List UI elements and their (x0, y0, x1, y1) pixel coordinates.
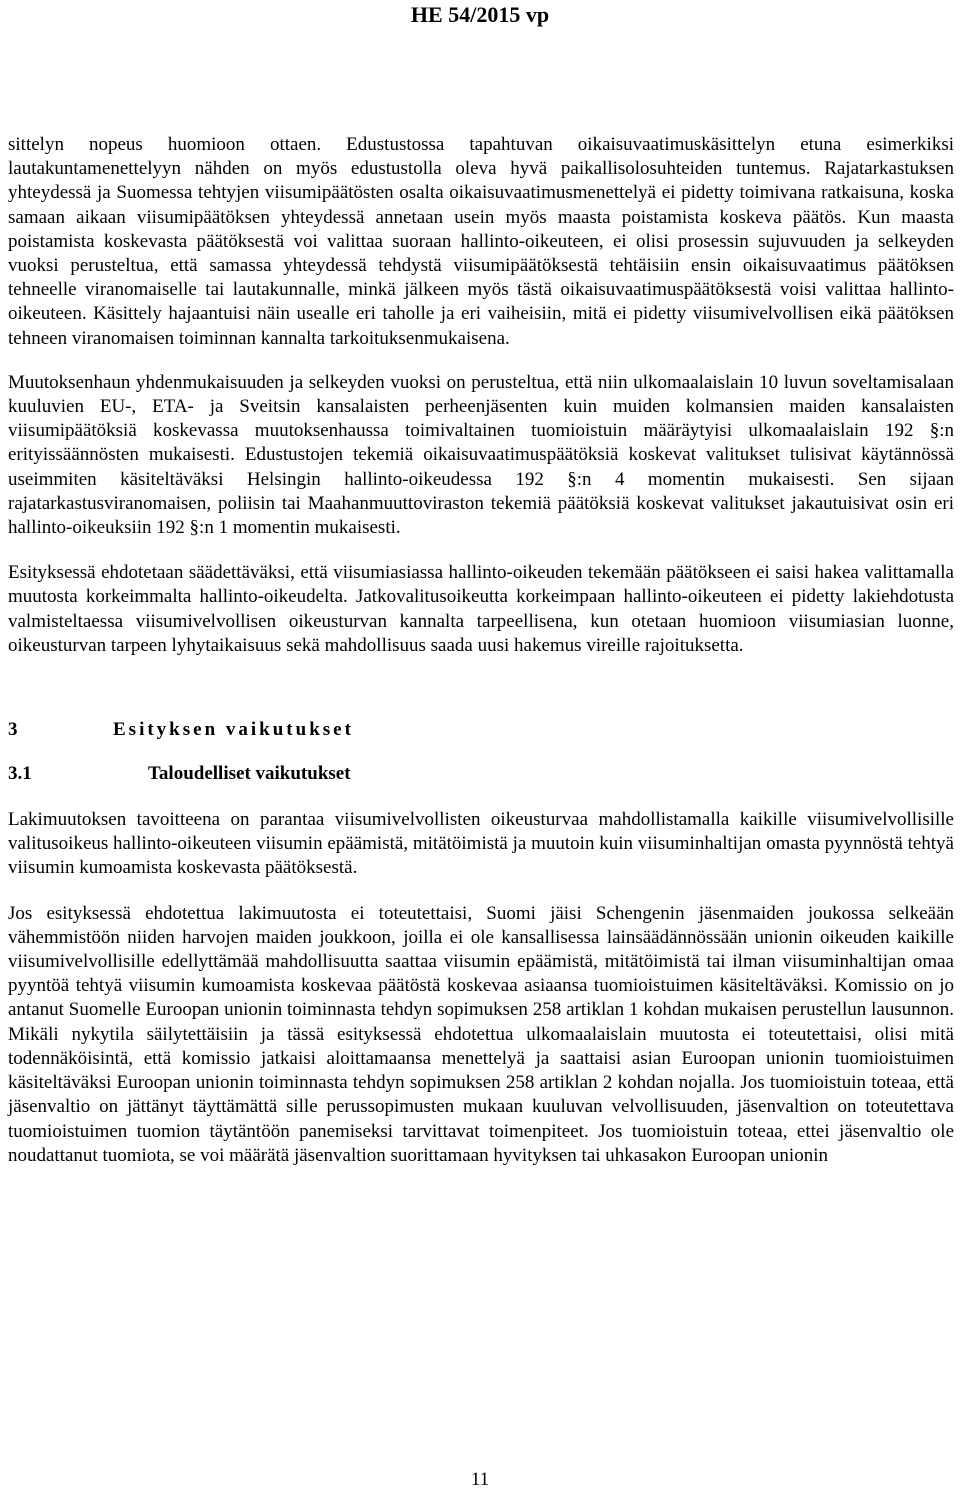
paragraph-3: Esityksessä ehdotetaan säädettäväksi, että viisumiasiassa hallinto-oikeuden tekemään päätökseen ei saisi hakea valittamalla muutosta korkeimmalta hallinto-oikeudelta. Jatkovalitusoikeutta korkeimpaan hallinto-oikeuteen ei pidetty lakiehdotusta valmisteltaessa viisumivelvollisen oikeusturvan kannalta tarpeellisena, kun otetaan huomioon viisumiasian luonne, oikeusturvan tarpeen lyhytaikaisuus sekä mahdollisuus saada uusi hakemus vireille rajoituksetta. (8, 562, 954, 656)
paragraph-1: sittelyn nopeus huomioon ottaen. Edustustossa tapahtuvan oikaisuvaatimuskäsittelyn etuna esimerkiksi lautakuntamenettelyyn nähden on myös edustustolla oleva hyvä paikallisolosuhteiden tuntemus. Rajatarkastuksen yhteydessä ja Suomessa tehtyjen viisumipäätösten osalta oikaisuvaatimusmenettelyä ei pidetty toimivana ratkaisuna, koska samaan aikaan viisumipäätöksen yhteydessä annetaan usein myös maasta poistamista koskeva päätös. Kun maasta poistamista koskevasta päätöksestä voi valittaa suoraan hallinto-oikeuteen, ei olisi prosessin sujuvuuden ja selkeyden vuoksi perusteltua, että samassa yhteydessä tehdystä viisumipäätöksestä tehtäisiin ensin oikaisuvaatimus päätöksen tehneelle viranomaiselle tai lautakunnalle, minkä jälkeen myös tästä oikaisuvaatimuspäätöksestä voisi valittaa hallinto-oikeuteen. Käsittely hajaantuisi näin usealle eri taholle ja eri vaiheisiin, mitä ei pidetty viisumivelvollisen eikä päätöksen tehneen viranomaisen toiminnan kannalta tarkoituksenmukaisena. (8, 134, 954, 349)
subsection-title-text: Taloudelliset vaikutukset (148, 763, 351, 785)
paragraph-5: Jos esityksessä ehdotettua lakimuutosta ei toteutettaisi, Suomi jäisi Schengenin jäsenmaiden joukossa selkeään vähemmistöön niiden harvojen maiden joukkoon, joilla ei ole kansallisessa lainsäädännössään unionin oikeuden kaikille viisumivelvollisille edellyttämää mahdollisuutta saattaa viisumin epäämistä, mitätöimistä tai ilman viisuminhaltijan omaa pyyntöä tehtyä viisumin kumoamista koskevaa päätöstä koskevaa asiaansa tuomioistuimen käsiteltäväksi. Komissio on jo antanut Suomelle Euroopan unionin toiminnasta tehdyn sopimuksen 258 artiklan 1 kohdan mukaisen perustellun lausunnon. Mikäli nykytila säilytettäisiin ja tässä esityksessä ehdotettua ulkomaalaislain muutosta ei toteutettaisi, olisi mitä todennäköisintä, että komissio jatkaisi aloittamaansa menettelyä ja saattaisi asian Euroopan unionin tuomioistuimen käsiteltäväksi Euroopan unionin toiminnasta tehdyn sopimuksen 258 artiklan 2 kohdan nojalla. Jos tuomioistuin toteaa, että jäsenvaltio on jättänyt täyttämättä sille perussopimusten mukaan kuuluvan velvollisuuden, jäsenvaltion on toteutettava tuomioistuimen tuomion täytäntöön panemiseksi tarvittavat toimenpiteet. Jos tuomioistuin toteaa, ettei jäsenvaltio ole noudattanut tuomiota, se voi määrätä jäsenvaltion suorittamaan hyvityksen tai uhkasakon Euroopan unionin (8, 902, 954, 1166)
document-body (8, 133, 954, 1168)
paragraph-2: Muutoksenhaun yhdenmukaisuuden ja selkeyden vuoksi on perusteltua, että niin ulkomaalaislain 10 luvun soveltamisalaan kuuluvien EU-, ETA- ja Sveitsin kansalaisten perheenjäsenten kuin muiden kolmansien maiden kansalaisten viisumipäätöksiä koskevassa muutoksenhaussa toimivaltainen tuomioistuin määräytyisi ulkomaalaislain 192 §:n erityissäännösten mukaisesti. Edustustojen tekemiä oikaisuvaatimuspäätöksiä koskevat valitukset tulisivat käytännössä useimmiten käsiteltäväksi Helsingin hallinto-oikeudessa 192 §:n 4 momentin mukaisesti. Sen sijaan rajatarkastusviranomaisen, poliisin tai Maahanmuuttoviraston tekemiä päätöksiä koskevat valitukset jakautuisivat osin eri hallinto-oikeuksiin 192 §:n 1 momentin mukaisesti. (8, 371, 954, 539)
paragraph-4: Lakimuutoksen tavoitteena on parantaa viisumivelvollisten oikeusturvaa mahdollistamalla kaikille viisumivelvollisille valitusoikeus hallinto-oikeuteen viisumin epäämistä, mitätöimistä ja muutoin kuin viisuminhaltijan omasta pyynnöstä tehtyä viisumin kumoamista koskevasta päätöksestä. (8, 809, 954, 879)
section-number: 3 (8, 719, 18, 741)
subsection-number: 3.1 (8, 763, 32, 785)
page-number: 11 (470, 1469, 490, 1490)
section-title-text: Esityksen vaikutukset (113, 719, 354, 741)
subsection-heading (8, 762, 954, 786)
section-heading (8, 718, 954, 742)
document-header: HE 54/2015 vp (410, 2, 550, 27)
